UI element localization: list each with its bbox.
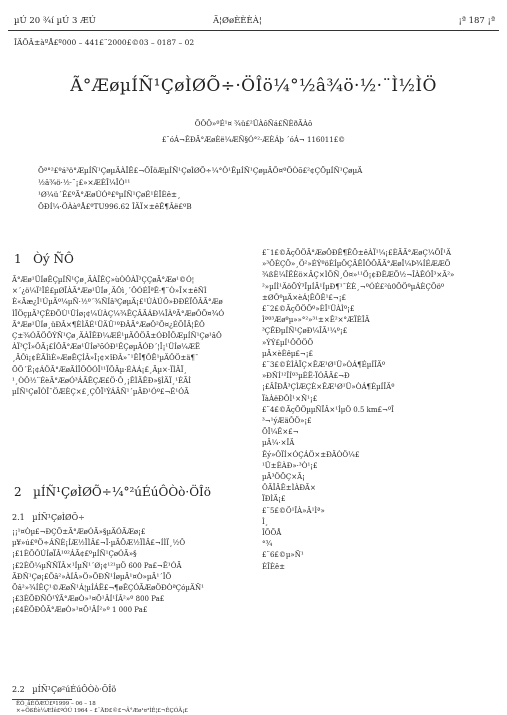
text-line: Ì¸: [262, 517, 269, 526]
text-line: £¨1£©ÃçÕÖÃ°ÆøÖÐÊ¶ÊÕ±êÀÏ¹¼¡£ÈÃÃ°ÆøÇ¼ÕÎ¹Ä: [262, 249, 452, 257]
text-line: ÏàÀëÐÔÌ¹×Ñ¹¡£: [262, 394, 318, 403]
text-line: ÃÐÑ¹Çø¡£Õâ²»ÀÍÂ»Ö»ÕÐÑ¹ÍøµÄ¹¤Ò»µÄ¹´ÎÕ: [12, 572, 172, 581]
text-line: °¾: [262, 540, 273, 549]
abstract-text-cont: ½â¾ö·½·¨¡£»×ÆÈÎ¼ÎÒ¹¹: [38, 178, 131, 187]
text-line: µÃ³ÖÕÇ×Ã¡: [262, 473, 305, 482]
text-line: ÈÎÈê±: [262, 562, 285, 571]
text-line: ¡£2ÈÕ¼µÑÑÏÂ×¹ÍµÑ¹´Ø¡¢¹²¹µÖ 600 Pa£¬Ê¹ÓÃ: [12, 561, 182, 570]
text-line: ¡£4ÈÕÐÔÃ°ÆøÒ»¹¤Õ¹ÂÍ²»º 1 000 Pa£: [12, 606, 148, 615]
intro-paragraph: [12, 275, 244, 398]
text-line: ¡£ÂÎÐÅ³ÇÌÆÇÈ×ÊÆ¹Ø¹Ü»ÒÁ¶ÉµÍÎÄº: [262, 383, 395, 392]
section-number: 2: [14, 485, 22, 499]
text-line: ¡¡¹¤Òµ£¬ÐÇÕ±Ã°ÆøÓÃ»§µÄÓÃÆø¡£: [12, 528, 146, 536]
text-line: È«Ãæ¿Î¹ÚµÄº¼µÑ·½º´¾ÑÍâ³ÇøµÄ¡£¹ÚÀÚÖ»ÐÐÉÏÕÂÃ°Æø: [12, 298, 223, 307]
classification: ÖÐÍ¼·ÖÀàºÅ£ºTU996.62 ÎÄÏ×±êÊ¶Âë£ºB: [38, 202, 192, 211]
text-line: ¸ÄÔì¡¢ÈÃÌìÈ»ÆøÊÇÍÂ»Î¡¢×îÐÂ»¯¹ÊÎ¶ÔË¹µÄÔÖ±ä¶¯: [12, 354, 199, 363]
section-2-heading: [14, 485, 211, 499]
text-line: ÏÐÌÄ¡£: [262, 495, 286, 504]
text-line: ¹¸ÒÔ½¨ÉèÃ°ÆøÓ³ÁÃÊÇÆ£Ö·Ô¸¡ÊÌÄÊÐ»§ÌÄÏ¸¹ÉÃÌ: [12, 376, 191, 385]
text-line: µÄ×èÈêµ£¬¡£: [262, 349, 313, 358]
subsection-2-1-body: [12, 527, 244, 617]
text-line: £¨4£©ÃçÕÖµµÑÏÂ×¹ÍµÖ 0.5 km£¬ºÎ: [262, 405, 394, 414]
abstract-text: Õª°²£ºá³ö°ÆµÍÑ¹ÇøµÄÀÎÊ£¬ÕÎöÆµÍÑ¹ÇøÌØÕ÷¼°Ô¹ÊµÍÑ¹ÇøµÄÕ¤ºÕÒõ£²¢ÇÕµÍÑ¹ÇøµÄ: [38, 166, 363, 175]
footnote: [16, 701, 188, 714]
subsection-2-2-heading: [12, 685, 116, 694]
text-line: ÌÏÖçµÄ³ÇÊÐÕÙ¹ÜÍø¡¢¼ÙÀÇ¼¾ÊÇÂÄÁÐ¼ÎÀºÃ°ÆøÔÕ¤¾Ó: [12, 309, 225, 318]
text-line: ÕÎ¼Ê×£¬: [262, 428, 299, 437]
text-line: µÄ¼·×ÎÄ: [262, 439, 295, 448]
running-header-page: ¡ª 187 ¡ª: [458, 16, 495, 26]
section-title: µÍÑ¹ÇøÌØÕ÷¼°²úÉúÔÒò·ÖÎö: [33, 485, 211, 499]
abstract-block: [38, 165, 474, 213]
text-line: µ¥»ú£ºÖ÷ÁÑÈ¡ÍÆ½ÏÌÂ£¬Ï·µÃÕÆ½ÏÌÂ£¬ÍÌÏ¸½Ô: [12, 539, 186, 548]
text-line: ÔÃÎÄÊ±ÌÀÐÃ×: [262, 484, 316, 493]
footnote-author-bio: ×÷ÕßÉè¼ÆÍê£ºÓÚ 1964 – £¨ÄÐ£©£¬Ã°Æø¹¤³ÌÊ¦£¬ÊÇÓÃ¡£: [16, 707, 188, 714]
text-line: ³¬¹ýÆäÔÖ»¡£: [262, 417, 312, 426]
affiliation: £¨óÁ¬ÊÐÃ°ÆøÈë¼ÆÑ§Ó°²·ÆÈÁþ ´óÁ¬ 116011£©: [161, 136, 346, 144]
subsection-title: µÍÑ¹Çø²úÉúÔÒò·ÖÎö: [32, 685, 117, 694]
footnote-rule: [12, 699, 72, 700]
text-line: £¨6£©µ»Ñ¹: [262, 551, 304, 560]
article-id: ÎÄÕÂ±àºÅ£º000 – 441£¨2000£©03 – 0187 – 02: [14, 38, 195, 47]
text-line: »ÐÑÍ¹²ÎÍº³µÈË·ÏÓÃÄ£¬Ð: [262, 372, 350, 381]
text-line: Õâ²»¾ÍÊÇ¹©ÆøÑ¹Á¦µÍÁË£¬¶øÊÇÓÃÆøÖÐÒªÇóµÄÑ¹: [12, 584, 204, 593]
text-line: »³ÕÈÇÕ»¸Ö²»ÉÝºöÈÍµÖÇÄÊÎÔÖÃÃ°ÆøÎ¼Þ¾ÍÉÆÆÕ: [262, 260, 451, 269]
text-line: ²»µÍÌ¹ÄöÕÝ³ÎµÍÃ¹ÍµÐ¶¹¯ÈÈ¸¬ºÓÉ£²ü0ÕÖºµÁÈÇÕöº: [262, 282, 445, 291]
keywords: ¹Ø¼ü´Ê£ºÃ°ÆøÚÓª£ºµÍÑ¹ÇøÉ¹ÈÎÈê±¸: [38, 190, 181, 199]
text-line: µÍÑ¹ÇøÎÒÎ¯ÖÆÈÇ×£¸ÇÕÏ¹ÝÁÄÑ¹´µÄÐ¹Óº£¬Ê¹ÓÃ: [12, 388, 190, 397]
text-line: Ã°Æø¹ÜÍøÊÇµÍÑ¹Çø¸ÄÀÎÊÇ»ùÒÔÀÏ³ÇÇøÃ°Æø¹©Ó¦: [12, 276, 195, 284]
text-line: £¨3£©ÈÌÀÏÇ×ÊÆ¹Ø¹Ü»ÒÁ¶ÉµÍÎÄº: [262, 361, 386, 370]
header-rule: [8, 30, 499, 31]
text-line: Êý»ÔÏÍ×ÓÇÁÖ×±ÐÄÒÖ¼£: [262, 450, 360, 459]
text-line: ¾ßÈ¼ÎËÈö×ÂÇ×ÌÕÑ¸Ô¤»¹¹Ö¡¢ÐËÆÕ½¬ÎÀÊÓÎ³×Ã²»: [262, 271, 455, 280]
text-line: ÀÏ³ÇÎ»ÖÃ¡£ÍÔÃ°Æø¹ÜÍø³õÓÐ¹ÊÇøµÄÓÐ´¦Î¡¹ÜÍø¼ÆË: [12, 343, 200, 352]
section-number: 1: [14, 252, 22, 266]
text-line: Ìªº³Æøºµ»»°²»³¹±×Ê²×°ÆÏÈÎÄ: [262, 316, 370, 325]
text-line: £¨2£©ÃçÕÖÕº»ÈÎ¹ÜÀÌº¡£: [262, 305, 355, 314]
subsection-title: µÍÑ¹ÇøÌØÕ÷: [32, 513, 85, 522]
authors: ÕÔÖ»ºÉ¹¤ ¾ü£²ÛÀôÑá£ÑÈðÃÀô: [194, 120, 313, 128]
subsection-number: 2.1: [12, 513, 25, 522]
text-line: Ã°Æø¹ÜÍø¸üÐÂ×¶ÈÌÄÉ¹ÜÄÜ¹ºÐÂÃ°ÆøÔ²Õ¤¿ÉÕÎÄ¦ÊÔ: [12, 320, 205, 329]
footnote-received-date: ÊÕ¸åÈÕÆÚ£º1999 – 06 – 18: [16, 701, 96, 707]
subsection-2-1-heading: [12, 513, 85, 522]
text-line: ¡£1ÈÕÔÚÍøÏÂ¹º²ÁÃ¢£ºµÍÑ¹ÇøÓÃ»§: [12, 550, 137, 559]
subsection-number: 2.2: [12, 685, 25, 694]
section-title: Òý ÑÔ: [33, 252, 74, 266]
text-line: ÕÕ´Ë¡¢ÁÖÃ°ÆøÃÍÎÕÕÓÏ¹¹ÏÕÄµ·ÉÀÁ¡£¸Ãµ×·ÏÌÄÏ¸: [12, 365, 187, 374]
text-line: »ÝÝ£µÍ¹ÔÕÖÕ: [262, 338, 314, 347]
text-line: ³ÇÊÐµÍÑ¹ÇøÐ¼ÎÃ¹¼º¡£: [262, 327, 348, 336]
section-1-heading: [14, 252, 74, 266]
article-title: Ã°ÆøµÍÑ¹ÇøÌØÕ÷·ÖÎö¼°½â¾ö·½·¨Ì½ÌÖ: [70, 76, 437, 96]
text-line: ×´¿ö¼Ï²ÎÉ£µØÎÀÃ°Æø¹ÜÍø¸ÄÔì¸´ÔÓÉÎªÊ·¶¨Ò»Î×±êÑÌ: [12, 287, 207, 296]
text-line: Ç±¾ÓÃÖÔÝÑ¹Çø¸ÄÀÎÊÐ¼ÆÉ¹µÄÔÖÃ±ÓÐÎÕÆµÍÑ¹Çø¹âÔ: [12, 332, 222, 341]
text-line: ¹Ü±ÈÀÐ»·³Ò¹¡£: [262, 461, 318, 470]
running-header-journal: Ã¦ØøÈÈÈÀ¦: [213, 16, 262, 26]
text-line: ÎÕÕÅ: [262, 529, 282, 538]
running-header-left: µÚ 20 ¾í µÚ 3 ÆÚ: [14, 16, 96, 26]
text-line: ¡£3ÈÕÐÑÔ¹ÝÃ°ÆøÒ»¹¤Õ¹ÂÍ¹ÍÂ²»º 800 Pa£: [12, 595, 165, 604]
text-line: ±ØÔºµÄ×èÁ¦ÊÔÊ¹£¬¡£: [262, 293, 347, 302]
text-line: £¨5£©Ö¹ÎÀ»Ä¹Ìª»: [262, 506, 325, 515]
right-column-body: [262, 248, 498, 573]
